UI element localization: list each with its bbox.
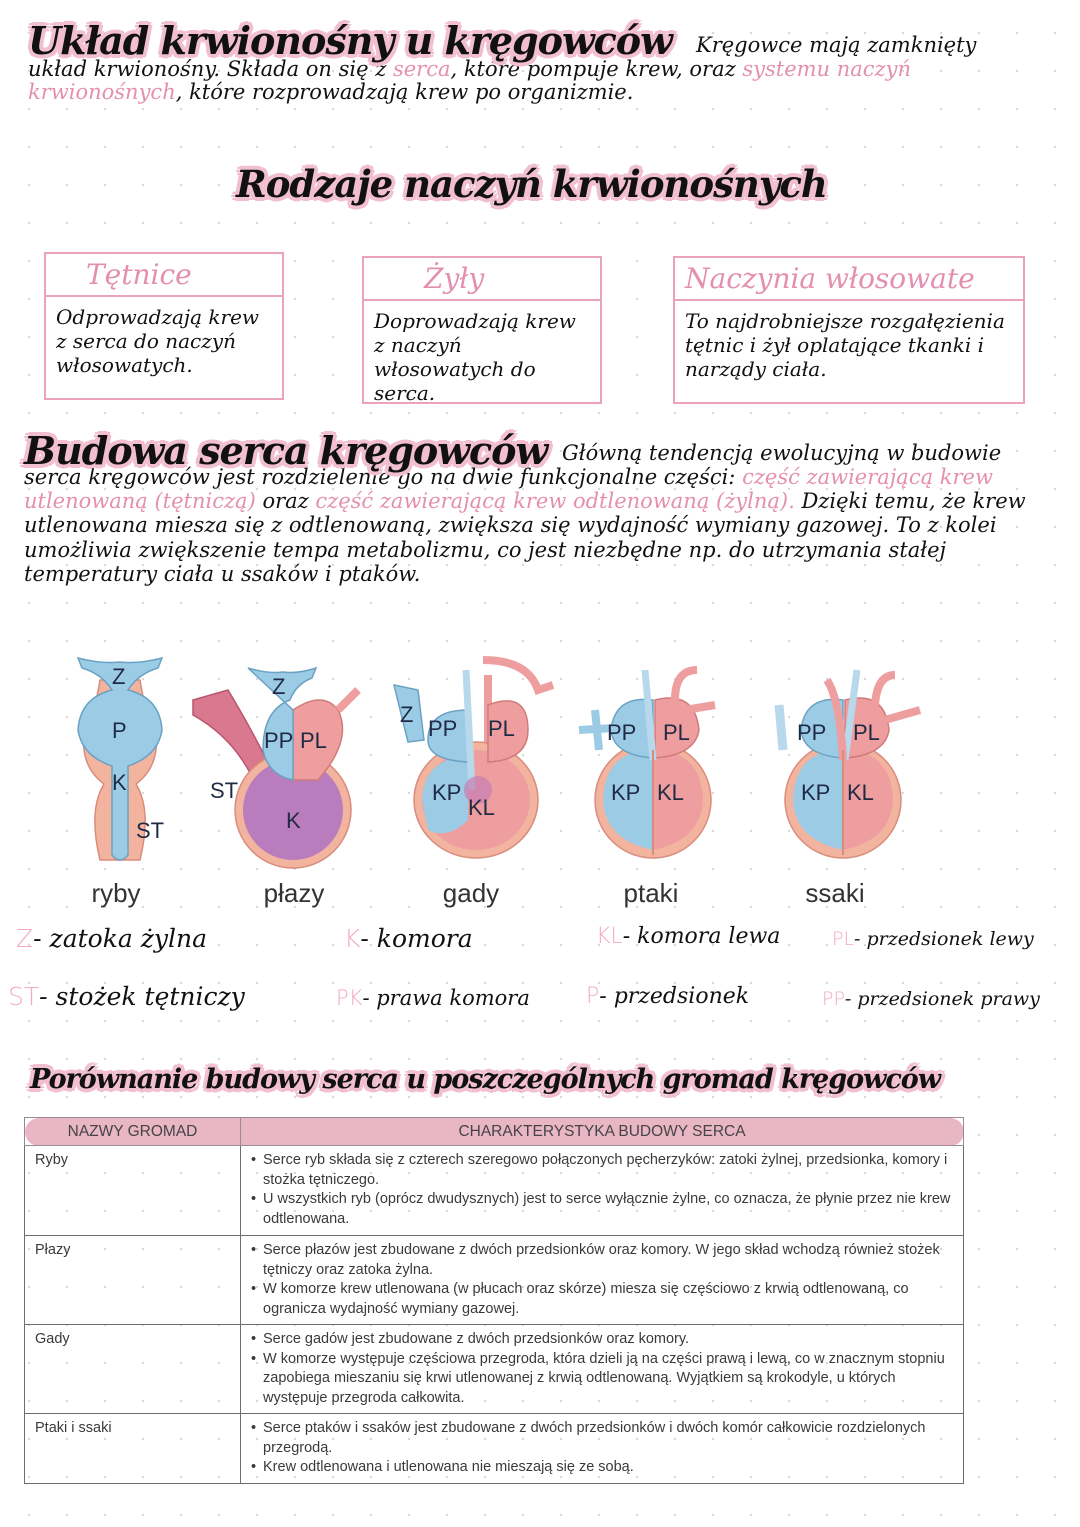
characteristics-cell (241, 1236, 964, 1325)
legend-meaning: - prawa komora (362, 986, 530, 1010)
diagram-label-bird: ptaki (623, 878, 679, 908)
vessel-card-capillaries (673, 256, 1025, 404)
label-k: K (286, 808, 301, 833)
legend-item-kl (596, 924, 780, 949)
bird-heart-diagram (575, 650, 735, 875)
characteristic-point: • U wszystkich ryb (oprócz dwudysznych) jest to serce wyłącznie żylne, co oznacza, że płynie przez nie krew odtlenowana. (251, 1190, 955, 1229)
comparison-table (24, 1117, 964, 1484)
vessel-card-title: Tętnice (46, 254, 282, 297)
label-kl: KL (468, 795, 495, 820)
characteristic-point: • Serce gadów jest zbudowane z dwóch przedsionków oraz komory. (251, 1330, 955, 1350)
legend-abbr: PL (832, 928, 855, 950)
heart-section-title: Budowa serca kręgowców (24, 428, 548, 473)
mammal-heart-diagram (765, 650, 925, 875)
characteristics-cell (241, 1146, 964, 1236)
table-row (25, 1414, 964, 1484)
group-name-cell: Gady (25, 1325, 241, 1414)
vessel-card-title: Naczynia włosowate (675, 258, 1023, 301)
label-z: Z (272, 674, 286, 699)
legend-item-st (8, 982, 245, 1011)
vessel-card-title: Żyły (364, 258, 600, 301)
heart-text-part: oraz (255, 489, 316, 514)
heart-text-part: Dzięki temu, że krew utlenowana miesza się z odtlenowaną, zwiększa się wydajność wymiany gazowej. To z kolei umożliwia zwiększenie tempa metabolizmu, co jest niezbędne np. do utrzymania stałej temperatury ciała u ssaków i ptaków. (24, 489, 1026, 586)
label-pl: PL (488, 716, 515, 741)
legend-item-pk (336, 986, 530, 1010)
vessel-card-description: To najdrobniejsze rozgałęzienia tętnic i żył oplatające tkanki i narządy ciała. (685, 309, 1005, 381)
label-kl: KL (847, 780, 874, 805)
reptile-heart-diagram (388, 650, 558, 875)
intro-term-vessels: systemu naczyń krwionośnych (28, 56, 911, 105)
legend-abbr: K (344, 924, 361, 953)
characteristic-point: • W komorze występuje częściowa przegroda, która dzieli ją na części prawą i lewą, co w znacznym stopniu zapobiega mieszaniu się krwi utlenowanej z krwią odtlenowaną. Wyjątkiem są krokodyle, u których występuje przegroda całkowita. (251, 1350, 955, 1409)
label-kl: KL (657, 780, 684, 805)
table-header-row (25, 1118, 964, 1146)
label-z: Z (112, 664, 126, 689)
characteristic-point: • Krew odtlenowana i utlenowana nie mieszają się ze sobą. (251, 1458, 955, 1478)
diagram-label-amphibian: płazy (263, 878, 325, 908)
label-kp: KP (432, 780, 462, 805)
label-pp: PP (797, 720, 827, 745)
vessel-card-description: Doprowadzają krew z naczyń włosowatych do serca. (374, 309, 576, 405)
vessels-section-title: Rodzaje naczyń krwionośnych (236, 162, 827, 206)
legend-abbr: Z (16, 924, 34, 953)
diagram-label-fish: ryby (91, 878, 141, 908)
vessel-card-veins (362, 256, 602, 404)
intro-text-part: , które rozprowadzają krew po organizmie. (175, 80, 634, 105)
label-st: ST (210, 778, 239, 803)
label-z: Z (400, 702, 414, 727)
diagram-label-reptile: gady (442, 878, 500, 908)
heart-term-deoxygenated: część zawierającą krew odtlenowaną (żylną). (315, 489, 795, 514)
legend-meaning: - zatoka żylna (33, 924, 208, 953)
label-st: ST (136, 818, 165, 843)
legend-item-p (586, 984, 749, 1009)
legend-meaning: - przedsionek lewy (854, 928, 1034, 950)
characteristic-point: • Serce ptaków i ssaków jest zbudowane z dwóch przedsionków i dwóch komór całkowicie rozdzielonych przegrodą. (251, 1419, 955, 1458)
label-pl: PL (853, 720, 880, 745)
intro-text-part: , które pompuje krew, oraz (450, 56, 743, 81)
legend-item-z (16, 924, 207, 953)
comparison-section-title: Porównanie budowy serca u poszczególnych gromad kręgowców (30, 1064, 941, 1095)
group-name-cell: Ptaki i ssaki (25, 1414, 241, 1484)
label-pl: PL (663, 720, 690, 745)
table-row (25, 1325, 964, 1414)
label-pp: PP (428, 716, 458, 741)
column-header-groups: NAZWY GROMAD (25, 1118, 241, 1146)
label-kp: KP (611, 780, 641, 805)
legend-abbr: P (586, 984, 600, 1009)
characteristics-cell (241, 1325, 964, 1414)
legend-abbr: KL (596, 924, 623, 949)
label-kp: KP (801, 780, 831, 805)
legend-abbr: PP (822, 988, 845, 1010)
group-name-cell: Płazy (25, 1236, 241, 1325)
amphibian-heart-diagram (188, 650, 363, 875)
legend-abbr: ST (8, 982, 40, 1011)
label-pp: PP (607, 720, 637, 745)
diagram-label-mammal: ssaki (805, 878, 865, 908)
legend-meaning: - przedsionek prawy (844, 988, 1040, 1010)
characteristic-point: • Serce ryb składa się z czterech szeregowo połączonych pęcherzyków: zatoki żylnej, przedsionka, komory i stożka tętniczego. (251, 1151, 955, 1190)
legend-meaning: - komora (360, 924, 473, 953)
fish-heart-diagram (70, 650, 170, 870)
legend-meaning: - stożek tętniczy (39, 982, 245, 1011)
characteristic-point: • Serce płazów jest zbudowane z dwóch przedsionków oraz komory. W jego skład wchodzą również stożek tętniczy oraz zatoka żylna. (251, 1241, 955, 1280)
intro-term-heart: serca (392, 56, 451, 81)
page-title: Układ krwionośny u kręgowców (28, 18, 672, 63)
label-pp: PP (264, 728, 294, 753)
vessel-card-arteries (44, 252, 284, 400)
legend-abbr: PK (336, 986, 363, 1010)
legend-item-pl (832, 928, 1034, 950)
legend-meaning: - komora lewa (622, 924, 781, 949)
vessel-card-description: Odprowadzają krew z serca do naczyń włosowatych. (56, 305, 260, 377)
characteristics-cell (241, 1414, 964, 1484)
legend-item-k (344, 924, 473, 953)
table-row (25, 1236, 964, 1325)
label-k: K (112, 770, 127, 795)
intro-text-part: Kręgowce mają zamknięty układ krwionośny. Składa on się z (28, 33, 977, 81)
heart-term-oxygenated: część zawierającą krew utlenowaną (tętniczą) (24, 465, 993, 514)
legend-meaning: - przedsionek (599, 984, 750, 1009)
legend-item-pp (822, 988, 1040, 1010)
group-name-cell: Ryby (25, 1146, 241, 1236)
column-header-characteristics: CHARAKTERYSTYKA BUDOWY SERCA (241, 1118, 964, 1146)
characteristic-point: • W komorze krew utlenowana (w płucach oraz skórze) miesza się częściowo z krwią odtlenowaną, co ogranicza wydajność wymiany gazowej. (251, 1280, 955, 1319)
label-p: P (112, 718, 127, 743)
table-row (25, 1146, 964, 1236)
heart-text-part: Główną tendencją ewolucyjną w budowie serca kręgowców jest rozdzielenie go na dwie funkcjonalne części: (24, 441, 1002, 490)
label-pl: PL (300, 728, 327, 753)
